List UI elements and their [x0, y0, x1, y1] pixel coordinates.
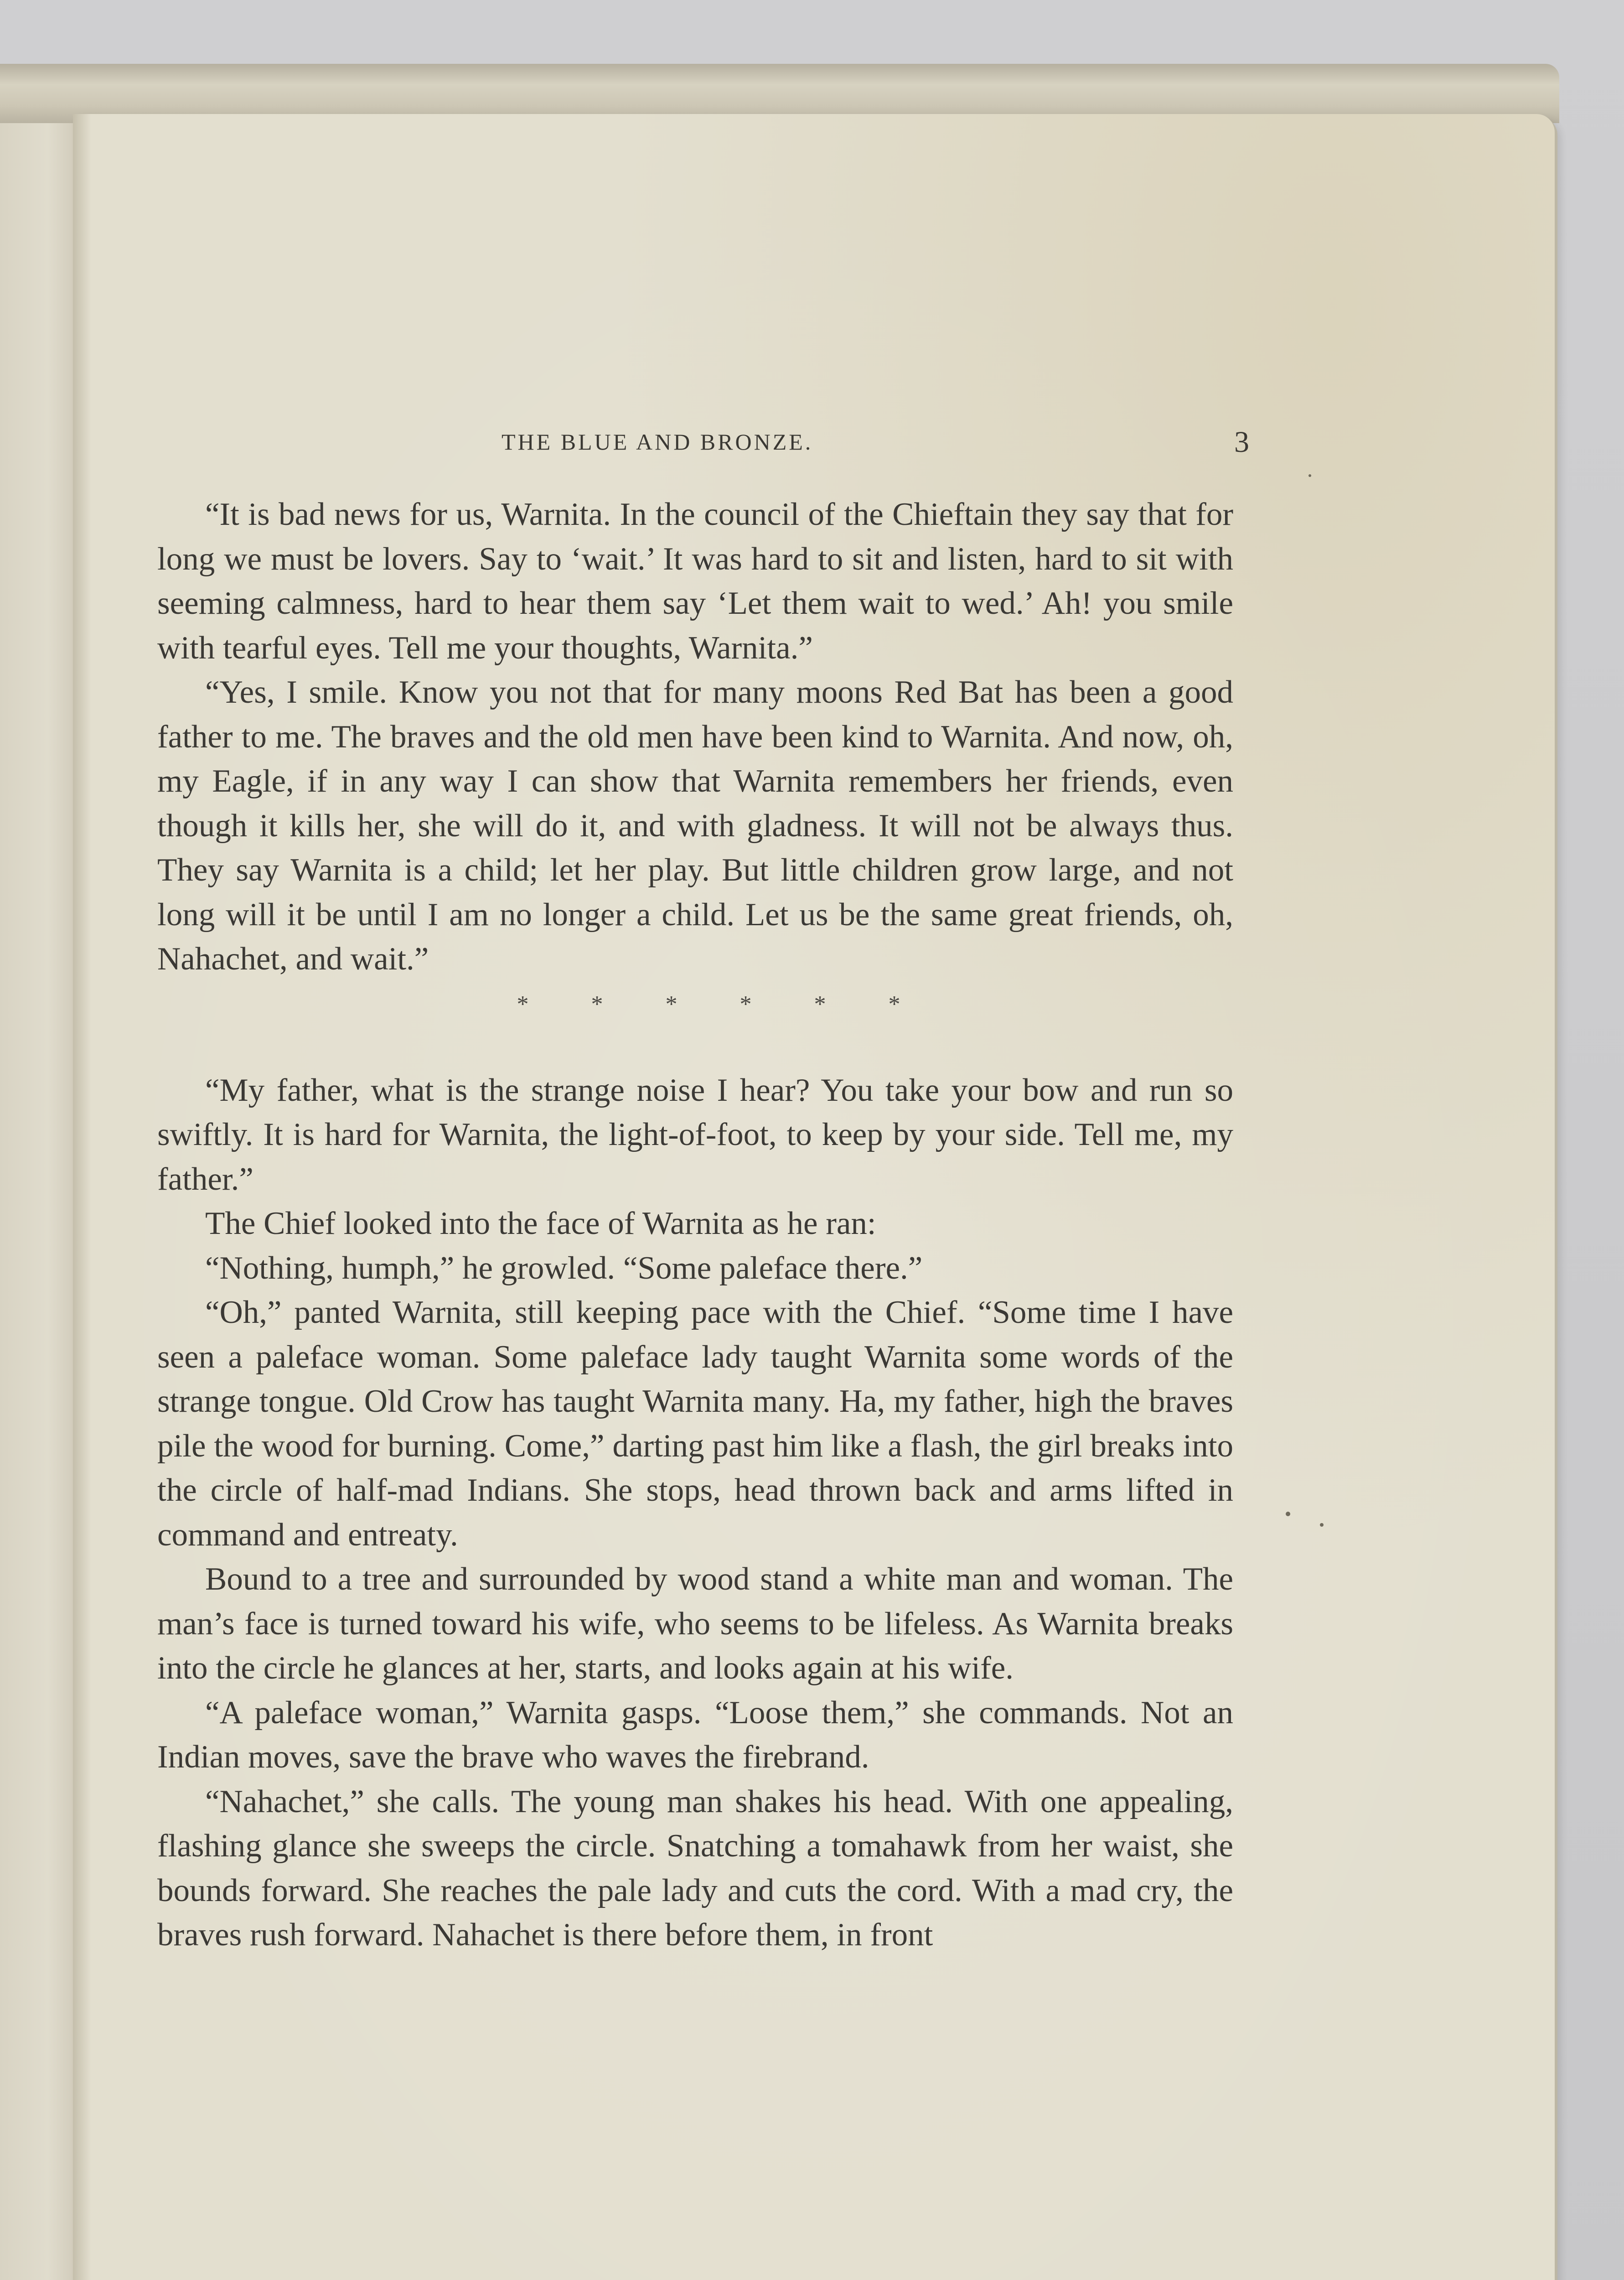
page-number: 3 [1234, 425, 1249, 459]
paragraph: “My father, what is the strange noise I hear? You take your bow and run so swiftly. It is hard for Warnita, the light-of-foot, to keep by your side. Tell me, my father.” [157, 1072, 1233, 1197]
paragraph: Bound to a tree and surrounded by wood stand a white man and woman. The man’s face is turned toward his wife, who seems to be lifeless. As Warnita breaks into the circle he glances at her, starts, and looks again at his wife. [157, 1561, 1233, 1686]
paragraph: “It is bad news for us, Warnita. In the council of the Chieftain they say that for long we must be lovers. Say to ‘wait.’ It was hard to sit and listen, hard to sit with seeming calmness, hard to hear them say ‘Let them wait to wed.’ Ah! you smile with tearful eyes. Tell me your thoughts, Warnita.” [157, 497, 1233, 666]
facing-page-edge [0, 123, 82, 2280]
running-head: THE BLUE AND BRONZE. [502, 429, 813, 455]
paragraph: “Nahachet,” she calls. The young man shakes his head. With one appealing, flashing glance she sweeps the circle. Snatching a tomahawk from her waist, she bounds forward. She reaches the pale lady and cuts the cord. With a mad cry, the braves rush forward. Nahachet is there before them, in front [157, 1783, 1233, 1953]
page-header [150, 425, 1249, 459]
paragraph: “Oh,” panted Warnita, still keeping pace with the Chief. “Some time I have seen a paleface woman. Some paleface lady taught Warnita some words of the strange tongue. Old Crow has taught Warnita many. Ha, my father, high the braves pile the wood for burning. Come,” darting past him like a flash, the girl breaks into the circle of half-mad Indians. She stops, head thrown back and arms lifted in command and entreaty. [157, 1295, 1233, 1553]
paper-speck [1286, 1512, 1290, 1516]
paragraph: “A paleface woman,” Warnita gasps. “Loose them,” she commands. Not an Indian moves, save the brave who waves the firebrand. [157, 1694, 1233, 1775]
body-text [157, 492, 1233, 1958]
section-break: * * * * * * [517, 991, 929, 1017]
paper-speck [1309, 474, 1311, 477]
paragraph: “Yes, I smile. Know you not that for many moons Red Bat has been a good father to me. The braves and the old men have been kind to Warnita. And now, oh, my Eagle, if in any way I can show that Warnita remembers her friends, even though it kills her, she will do it, and with gladness. It will not be always thus. They say Warnita is a child; let her play. But little children grow large, and not long will it be until I am no longer a child. Let us be the same great friends, oh, Nahachet, and wait.” [157, 674, 1233, 977]
paragraph: The Chief looked into the face of Warnita as he ran: [205, 1206, 876, 1241]
paper-speck [1320, 1523, 1324, 1527]
section-spacer [157, 1027, 1233, 1068]
paragraph: “Nothing, humph,” he growled. “Some paleface there.” [205, 1250, 923, 1286]
page-gutter-shadow [73, 114, 91, 2280]
